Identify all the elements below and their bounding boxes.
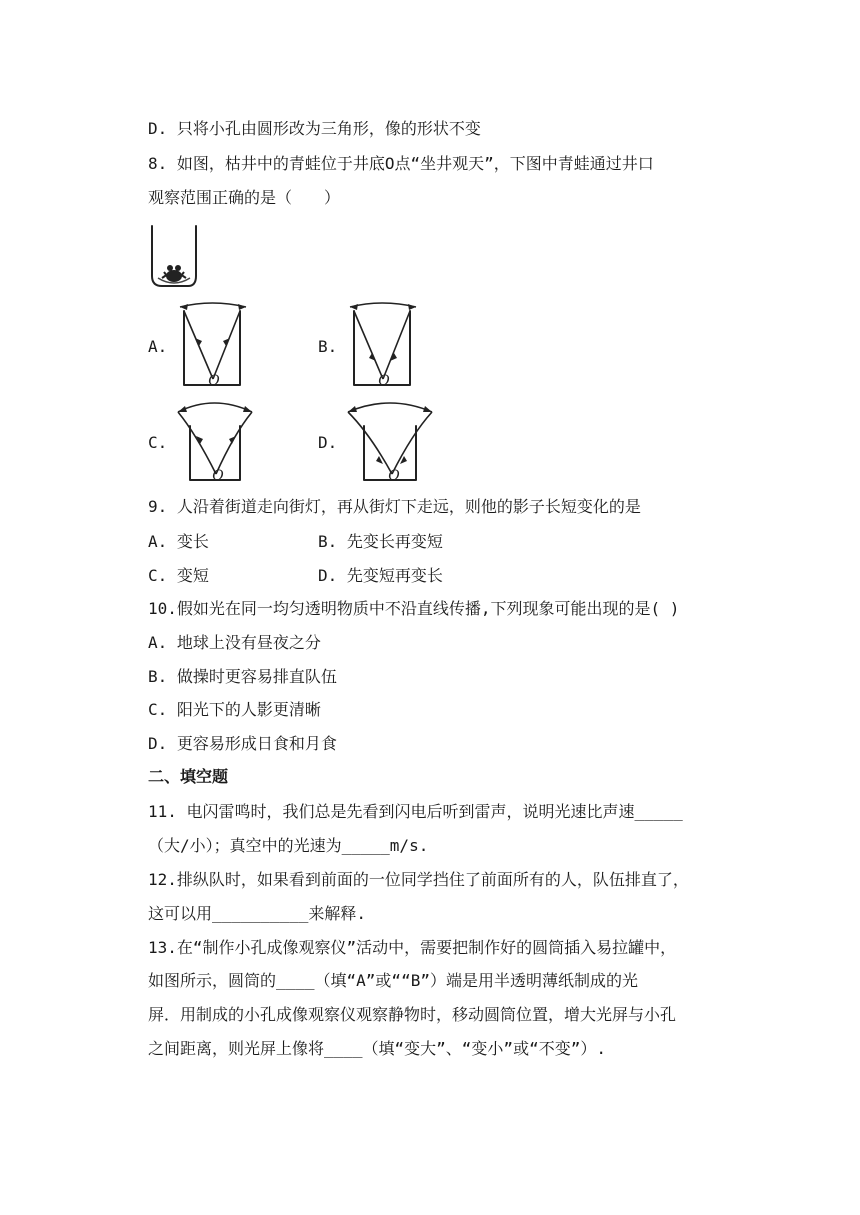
q10-option-c: C. 阳光下的人影更清晰 <box>148 700 321 719</box>
q10-stem: 10.假如光在同一均匀透明物质中不沿直线传播,下列现象可能出现的是( ) <box>148 599 680 618</box>
q8-option-b-figure <box>346 305 424 387</box>
q12-line1: 12.排纵队时，如果看到前面的一位同学挡住了前面所有的人，队伍排直了， <box>148 870 689 889</box>
q12-line2: 这可以用__________来解释. <box>148 904 366 923</box>
q8-option-c-figure <box>176 400 254 482</box>
section-title-fill-in-blank: 二、填空题 <box>148 767 229 786</box>
q8-stem-line1: 8. 如图，枯井中的青蛙位于井底O点“坐井观天”，下图中青蛙通过井口 <box>148 154 654 173</box>
q13-line2: 如图所示，圆筒的____（填“A”或““B”）端是用半透明薄纸制成的光 <box>148 971 638 990</box>
q8-option-a-point-o: O <box>208 373 220 389</box>
q11-line1: 11. 电闪雷鸣时，我们总是先看到闪电后听到雷声，说明光速比声速_____ <box>148 802 683 821</box>
q9-option-d: D. 先变短再变长 <box>318 566 443 585</box>
q7-option-d: D. 只将小孔由圆形改为三角形，像的形状不变 <box>148 119 481 138</box>
q8-option-d-label: D. <box>318 433 338 452</box>
q10-option-a: A. 地球上没有昼夜之分 <box>148 633 321 652</box>
well-frog-figure <box>148 226 200 292</box>
q9-option-b: B. 先变长再变短 <box>318 532 443 551</box>
q8-option-c-point-o: O <box>212 468 224 484</box>
q10-option-d: D. 更容易形成日食和月食 <box>148 734 337 753</box>
q9-option-a: A. 变长 <box>148 532 209 551</box>
q13-line1: 13.在“制作小孔成像观察仪”活动中，需要把制作好的圆筒插入易拉罐中， <box>148 938 677 957</box>
q9-stem: 9. 人沿着街道走向街灯，再从街灯下走远，则他的影子长短变化的是 <box>148 497 641 516</box>
q8-option-b-point-o: O <box>378 373 390 389</box>
q8-option-d-figure <box>346 400 436 482</box>
q8-option-b-label: B. <box>318 337 338 356</box>
q8-option-a-label: A. <box>148 337 168 356</box>
q8-stem-line2: 观察范围正确的是（ ） <box>148 188 341 207</box>
q11-line2: （大/小）；真空中的光速为_____m/s. <box>148 836 429 855</box>
q10-option-b: B. 做操时更容易排直队伍 <box>148 667 337 686</box>
q9-option-c: C. 变短 <box>148 566 209 585</box>
q8-option-d-point-o: O <box>388 468 400 484</box>
q8-option-a-figure <box>176 305 254 387</box>
q13-line3: 屏．用制成的小孔成像观察仪观察静物时，移动圆筒位置，增大光屏与小孔 <box>148 1005 677 1024</box>
q8-option-c-label: C. <box>148 433 168 452</box>
q13-line4: 之间距离，则光屏上像将____（填“变大”、“变小”或“不变”）. <box>148 1039 606 1058</box>
